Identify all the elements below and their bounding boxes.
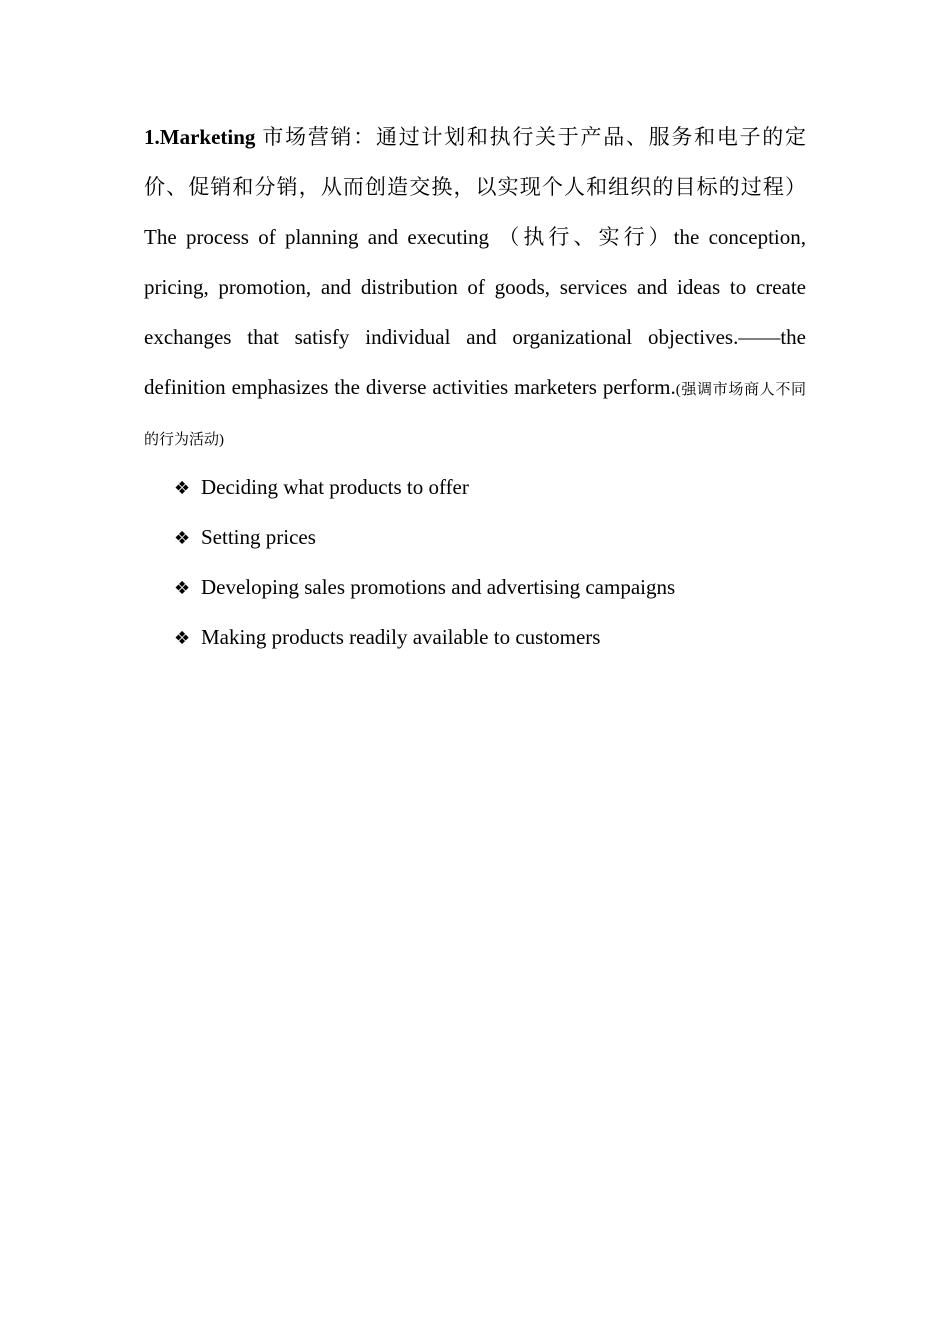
list-item-text: Making products readily available to customers	[201, 625, 601, 649]
diamond-bullet-icon: ❖	[174, 528, 191, 549]
diamond-bullet-icon: ❖	[174, 628, 191, 649]
list-item-text: Setting prices	[201, 525, 316, 549]
english-definition-part1: The process of planning and executing	[144, 225, 490, 249]
definition-paragraph	[144, 112, 806, 462]
list-item	[174, 462, 806, 512]
activities-list	[144, 462, 806, 662]
list-item	[174, 562, 806, 612]
term-heading: 1.Marketing	[144, 125, 256, 149]
chinese-definition: 市场营销：通过计划和执行关于产品、服务和电子的定价、促销和分销，从而创造交换，以实现个人和组织的目标的过程）	[144, 125, 807, 199]
list-item-text: Deciding what products to offer	[201, 475, 469, 499]
document-page	[144, 112, 806, 662]
list-item	[174, 512, 806, 562]
list-item	[174, 612, 806, 662]
list-item-text: Developing sales promotions and advertising campaigns	[201, 575, 676, 599]
diamond-bullet-icon: ❖	[174, 578, 191, 599]
diamond-bullet-icon: ❖	[174, 478, 191, 499]
english-definition-part2: the conception, pricing, promotion, and distribution of goods, services and ideas to create exchanges that satisfy individual and organizational objectives.——the definition emphasizes the diverse activities marketers perform.	[144, 225, 806, 399]
chinese-gloss: （执行、实行）	[498, 225, 674, 249]
chinese-note: (强调市场商人不同的行为活动)	[144, 382, 806, 448]
